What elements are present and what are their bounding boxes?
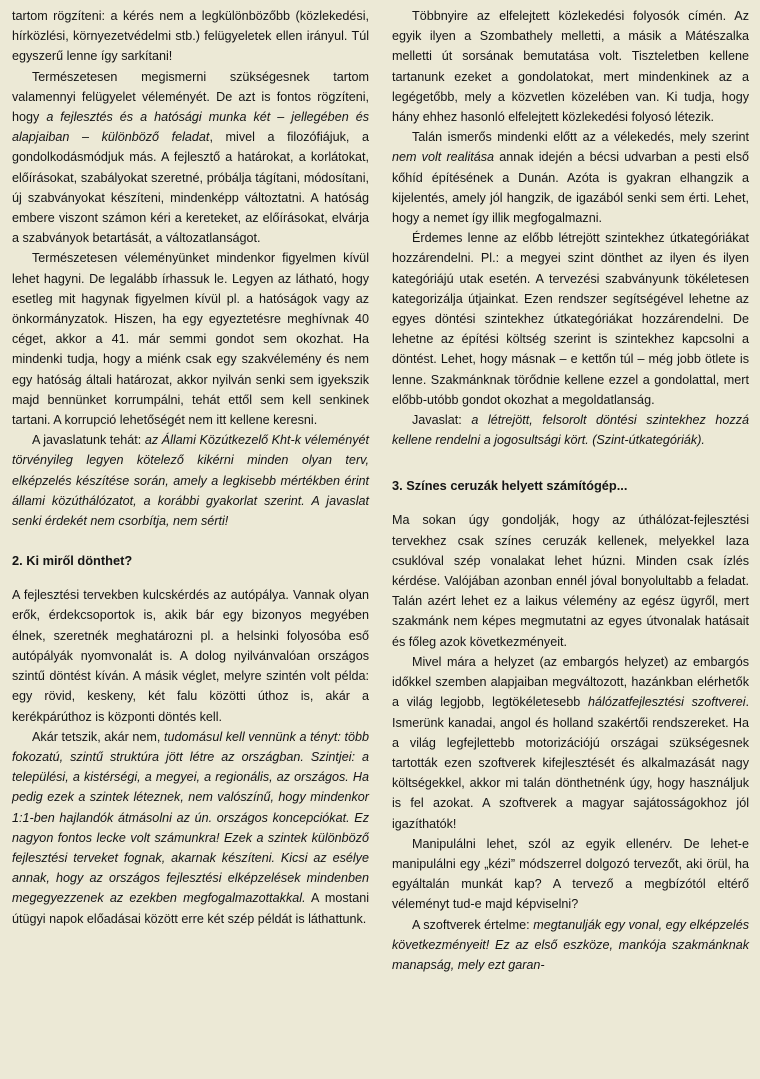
- paragraph: tartom rögzíteni: a kérés nem a legkülönbözőbb (közlekedési, hírközlési, környezetvédelmi stb.) felügyeletek ellen irányul. Túl egyszerű lenne így sarkítani!: [12, 9, 369, 64]
- emphasis: a fejlesztés és a hatósági munka két – jellegében és alapjaiban – különböző feladat: [12, 110, 369, 145]
- emphasis: a létrejött, felsorolt döntési szintekhez hozzá kellene rendelni a jogosultsági kört. (Szint-útkategóriák).: [392, 413, 749, 448]
- paragraph: Természetesen véleményünket mindenkor figyelmen kívül lehet hagyni. De legalább írhassuk le. Legyen az látható, hogy esetleg mit hagynak figyelmen kívül pl. a hatóságok vagy az önkormányzatok. Hiszen, ha egy egyeztetésre meghívnak 40 céget, akkor a 41. már semmi gondot sem okozhat. Ha mindenki tudja, hogy a miénk csak egy szakvélemény és nem egy hatóság általi határozat, akkor nyilván senki sem igyekszik majd bennünket korrumpálni, tehát ettől sem kell senkinek tartani. A korrupció lehetőségét nem itt kellene keresni.: [12, 251, 369, 428]
- emphasis: hálózatfejlesztési szoftverei: [588, 695, 746, 710]
- paragraph: Érdemes lenne az előbb létrejött szintekhez útkategóriákat hozzárendelni. Pl.: a megyei szint dönthet az ilyen és ilyen kategóriájú utak esetén. A tervezési szabványunk tökéletesen kategorizálja útjainkat. Ezen rendszer segítségével lehetne az egyes döntési szintekhez útkategóriákat hozzárendelni. De lehetne az építési költség szerint is szintekhez kapcsolni a döntést. Lehet, hogy másnak – e kettőn túl – még jobb ötlete is lenne. Szakmánknak törődnie kellene ezzel a gondolattal, mert előbb-utóbb gondot okozhat a megoldatlanság.: [392, 231, 749, 407]
- paragraph: A szoftverek értelme: megtanulják egy vonal, egy elképzelés következményeit! Ez az első eszköze, mankója szakmánknak manapság, mely ezt garan-: [392, 917, 750, 972]
- emphasis: az Állami Közútkezelő Kht-k véleményét törvényileg legyen kötelező kikérni minden olyan terv, elképzelés készítése során, amely a legkisebb mértékben érint állami közúthálózatot, a korábbi gyakorlat szerint. A javaslat senki érdekét nem csorbítja, nem sérti!: [12, 433, 369, 529]
- emphasis: tudomásul kell vennünk a tényt: több fokozatú, szintű struktúra jött létre az országban. Szintjei: a települési, a kistérségi, a megyei, a regionális, az országos. Ha pedig ezek a szintek léteznek, nem valószínű, hogy mindenkor 1:1-ben hajlandók átmásolni az ún. országos koncepciókat. Ez nagyon fontos lecke volt számunkra! Ezek a szintek különböző fejlesztési terveket fognak, akarnak készíteni. Kicsi az esélye annak, hogy az országos fejlesztési elképzelések mindenben megegyezzenek az ezekben megfogalmazottakkal.: [12, 729, 369, 906]
- paragraph: Ma sokan úgy gondolják, hogy az úthálózat-fejlesztési tervekhez csak színes ceruzák kellenek, melyekkel laza csuklóval szép vonalakat lehet húzni. Minden csak ízlés kérdése. Valójában azonban ennél jóval bonyolultabb a feladat. Talán azért lehet ez a laikus vélemény az egész ügyről, mert szakmánk nem képes megmutatni az egyes útvonalak hatásait és főleg azok következményeit.: [392, 513, 749, 649]
- paragraph: Talán ismerős mindenki előtt az a vélekedés, mely szerint nem volt realitása annak idején a bécsi udvarban a pesti első kőhíd építésének a Dunán. Azóta is gyakran elhangzik a kijelentés, amely jól hangzik, de igazából senki sem érti. Lehet, hogy a nemet így illik megfogalmazni.: [392, 130, 749, 226]
- paragraph: Javaslat: a létrejött, felsorolt döntési szintekhez hozzá kellene rendelni a jogosultsági kört. (Szint-útkategóriák).: [392, 413, 749, 448]
- paragraph: Manipulálni lehet, szól az egyik ellenérv. De lehet-e manipulálni egy „kézi” módszerrel dolgozó tervezőt, aki örül, ha egyáltalán munkát kap? A tervező a megbízótól eltérő véleményt tud-e majd képviselni?: [392, 836, 749, 912]
- emphasis: nem volt realitása: [392, 150, 495, 165]
- right-column: [392, 6, 749, 975]
- section-heading-3: 3. Színes ceruzák helyett számítógép...: [392, 478, 628, 494]
- paragraph: A fejlesztési tervekben kulcskérdés az autópálya. Vannak olyan erők, érdekcsoportok is, akik bár egy bizonyos megyében élnek, szeretnék meghatározni pl. a helsinki folyosóba eső autópályák nyomvonalát is. A dolog nyilvánvalóan országos szintű döntést kíván. A másik véglet, melyre szintén volt példa: egy rövid, keskeny, két falu közötti úthoz is, akár a kerékpárúthoz is központi döntés kell.: [12, 588, 369, 724]
- paragraph: Mivel mára a helyzet (az embargós helyzet) az embargós időkkel szemben alapjaiban megváltozott, hazánkban elérhetők a világ legjobb, legtökéletesebb hálózatfejlesztési szoftverei. Ismerünk kanadai, angol és holland szakértői rendszereket. Ha a világ legfejlettebb motorizációjú országai szükségesnek tartották ezen szoftverek kifejlesztését és alkalmazását nagy költségekkel, akkor mi talán dönthetnénk úgy, hogy használjuk is fel azokat. A szoftverek a magyar sajátosságokhoz jól igazíthatók!: [392, 654, 750, 831]
- left-column: [12, 6, 369, 929]
- emphasis: megtanulják egy vonal, egy elképzelés következményeit! Ez az első eszköze, mankója szakmánknak manapság, mely ezt garan-: [392, 917, 750, 972]
- paragraph: Többnyire az elfelejtett közlekedési folyosók címén. Az egyik ilyen a Szombathely melletti, a másik a Mátészalka melletti út sorsának bemutatása volt. Tiszteletben kellene tartanunk ezeket a gondolatokat, mert mindenkinek az a legégetőbb, mely a közvetlen közelében van. Ki tudja, hogy hány ehhez hasonló elfelejtett közlekedési folyosó létezik.: [392, 9, 749, 125]
- paragraph: Akár tetszik, akár nem, tudomásul kell vennünk a tényt: több fokozatú, szintű struktúra jött létre az országban. Szintjei: a települési, a kistérségi, a megyei, a regionális, az országos. Ha pedig ezek a szintek léteznek, nem valószínű, hogy mindenkor 1:1-ben hajlandók átmásolni az ún. országos koncepciókat. Ez nagyon fontos lecke volt számunkra! Ezek a szintek különböző fejlesztési terveket fognak, akarnak készíteni. Kicsi az esélye annak, hogy az országos fejlesztési elképzelések mindenben megegyezzenek az ezekben megfogalmazottakkal. A mostani útügyi napok előadásai között erre két szép példát is láthattunk.: [12, 729, 370, 926]
- section-heading-2: 2. Ki miről dönthet?: [12, 553, 133, 569]
- paragraph: A javaslatunk tehát: az Állami Közútkezelő Kht-k véleményét törvényileg legyen kötelező kikérni minden olyan terv, elképzelés készítése során, amely a legkisebb mértékben érint állami közúthálózatot, a korábbi gyakorlat szerint. A javaslat senki érdekét nem csorbítja, nem sérti!: [12, 433, 369, 529]
- paragraph: Természetesen megismerni szükségesnek tartom valamennyi felügyelet véleményét. De azt is fontos rögzíteni, hogy a fejlesztés és a hatósági munka két – jellegében és alapjaiban – különböző feladat, mivel a filozófiájuk, a gondolkodásmódjuk más. A fejlesztő a határokat, a korlátokat, előírásokat, szabályokat szeretné, próbálja tágítani, módosítani, új szabványokat készíteni, mindenképp változtatni. A hatóság embere viszont számon kéri a kereteket, az előírásokat, elvárja a szabványok betartását, a változatlanságot.: [12, 69, 369, 246]
